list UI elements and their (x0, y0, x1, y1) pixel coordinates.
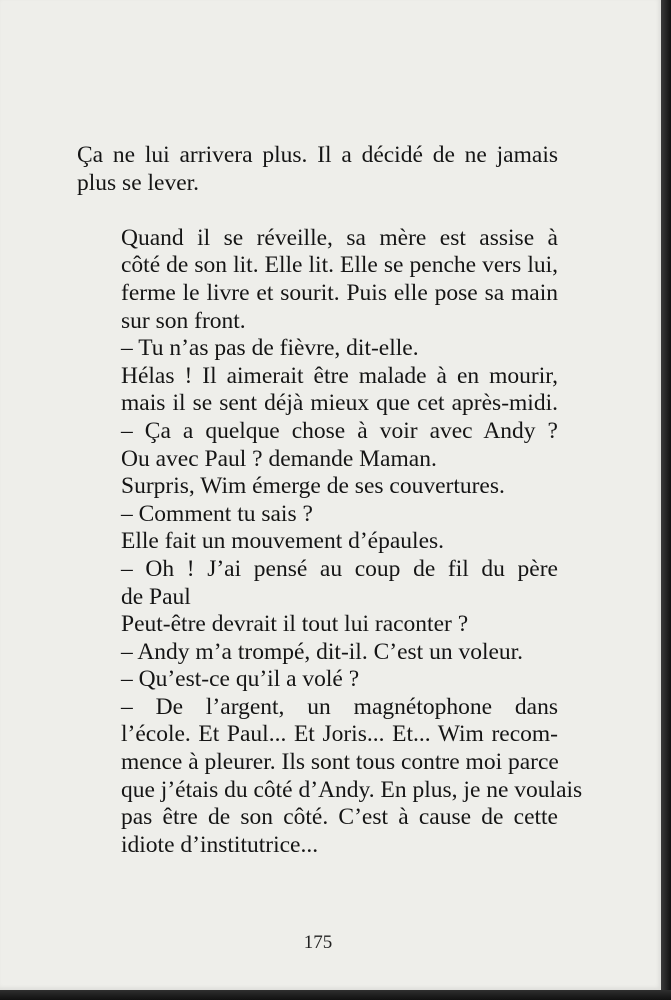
text-line: l’école. Et Paul... Et Joris... Et... Wim recom- (121, 721, 558, 748)
text-line: idiote d’institutrice... (121, 831, 319, 858)
paragraph (77, 142, 558, 197)
text-line: – De l’argent, un magnétophone dans (121, 693, 558, 720)
paragraph (77, 418, 558, 473)
text-line: plus se lever. (77, 169, 200, 196)
paragraph (77, 639, 558, 667)
scan-edge-bottom (0, 990, 671, 1000)
paragraph (77, 528, 558, 556)
text-line: – Comment tu sais ? (121, 500, 313, 527)
text-line: que j’étais du côté d’Andy. En plus, je ne voulais (121, 776, 583, 803)
text-line: – Andy m’a trompé, dit-il. C’est un voleur. (121, 638, 524, 665)
text-line: Elle fait un mouvement d’épaules. (121, 528, 445, 555)
text-line: de Paul (121, 583, 191, 610)
paragraph (77, 501, 558, 529)
text-line: – Qu’est-ce qu’il a volé ? (121, 666, 360, 693)
text-line: Hélas ! Il aimerait être malade à en mourir, (121, 362, 558, 389)
page-number: 175 (303, 932, 333, 953)
paragraph (77, 473, 558, 501)
paragraph (77, 611, 558, 639)
text-line: – Ça a quelque chose à voir avec Andy ? (121, 417, 558, 444)
text-line: mence à pleurer. Ils sont tous contre moi parce (121, 749, 559, 776)
text-line: – Oh ! J’ai pensé au coup de fil du père (121, 555, 558, 582)
text-line: – Tu n’as pas de fièvre, dit-elle. (121, 335, 419, 362)
paragraph (77, 225, 558, 335)
paragraph (77, 556, 558, 611)
text-line: ferme le livre et sourit. Puis elle pose sa main (121, 279, 558, 306)
text-line: Ça ne lui arrivera plus. Il a décidé de ne jamais (77, 142, 558, 168)
text-line: Surpris, Wim émerge de ses couvertures. (121, 473, 505, 500)
scan-edge-right (661, 0, 671, 1000)
text-line: côté de son lit. Elle lit. Elle se penche vers lui, (121, 252, 558, 279)
text-line: mais il se sent déjà mieux que cet après-midi. (121, 390, 558, 417)
text-line: sur son front. (121, 307, 246, 334)
text-line: Ou avec Paul ? demande Maman. (121, 445, 437, 472)
paragraph (77, 363, 558, 418)
body-text (77, 142, 583, 859)
text-line: pas être de son côté. C’est à cause de cette (121, 804, 558, 831)
text-line: Quand il se réveille, sa mère est assise à (121, 224, 558, 251)
paragraph (77, 693, 583, 860)
paragraph (77, 666, 558, 694)
paragraph (77, 335, 558, 363)
text-line: Peut-être devrait il tout lui raconter ? (121, 611, 469, 638)
